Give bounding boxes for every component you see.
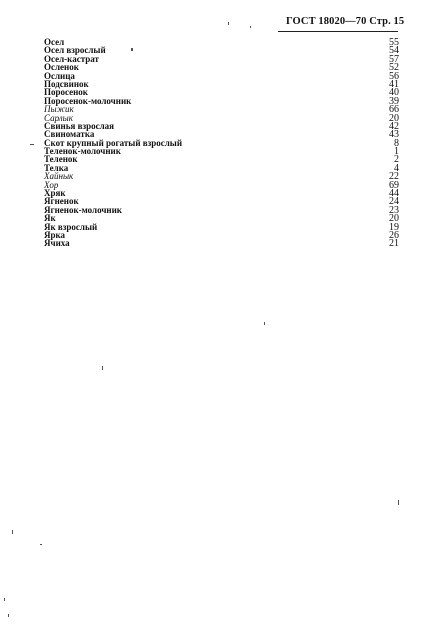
term-name: Поросенок [44, 87, 88, 98]
term-name: Подсвинок [44, 78, 89, 89]
term-row [44, 72, 399, 80]
scan-speck [264, 322, 265, 325]
term-name: Хряк [44, 188, 66, 199]
term-name: Теленок [44, 154, 78, 165]
term-row [44, 231, 399, 239]
term-row [44, 104, 399, 116]
term-name: Ягненок-молочник [44, 204, 122, 215]
term-number: 66 [389, 104, 399, 116]
term-row [44, 55, 399, 63]
term-name: Свиноматка [44, 129, 95, 140]
term-number: 4 [394, 162, 399, 174]
term-name: Ярка [44, 229, 66, 240]
term-number: 40 [389, 87, 399, 99]
term-row [44, 188, 399, 200]
term-number: 41 [389, 78, 399, 90]
term-name: Як взрослый [44, 221, 98, 232]
term-number: 20 [389, 213, 399, 225]
term-name: Осел взрослый [44, 45, 106, 56]
term-number: 39 [389, 95, 399, 107]
term-name: Хайнык [44, 171, 74, 182]
term-row [44, 122, 399, 130]
scan-speck [250, 26, 251, 28]
term-name: Скот крупный рогатый взрослый [44, 137, 183, 148]
term-row [44, 206, 399, 214]
term-number: 24 [389, 196, 399, 208]
term-number: 43 [389, 129, 399, 141]
term-name: Осел-кастрат [44, 53, 99, 64]
scan-speck [4, 598, 5, 601]
term-number: 55 [389, 37, 399, 48]
term-number: 44 [389, 188, 399, 200]
term-row [44, 80, 399, 88]
term-row [44, 146, 399, 158]
term-number: 26 [389, 229, 399, 241]
term-name: Поросенок-молочник [44, 95, 132, 106]
scan-speck [102, 366, 103, 370]
scan-speck [12, 530, 13, 534]
page-header: ГОСТ 18020—70 Стр. 15 [286, 16, 405, 27]
term-name: Телка [44, 162, 69, 173]
scan-speck [40, 544, 42, 545]
scan-speck [398, 500, 399, 505]
term-number: 52 [389, 62, 399, 74]
term-number: 56 [389, 70, 399, 82]
term-number: 21 [389, 238, 399, 250]
term-name: Хор [44, 179, 59, 190]
scan-speck [30, 144, 34, 145]
scan-speck [228, 22, 229, 25]
term-number: 8 [394, 137, 399, 149]
term-row [44, 213, 399, 225]
term-number: 22 [389, 171, 399, 183]
term-number: 54 [389, 45, 399, 57]
term-row [44, 62, 399, 74]
scan-speck [131, 48, 133, 51]
term-name: Теленок-молочник [44, 146, 121, 157]
term-name: Свинья взрослая [44, 120, 115, 131]
term-number: 1 [394, 146, 399, 158]
term-number: 69 [389, 179, 399, 191]
term-number: 57 [389, 53, 399, 65]
term-number: 19 [389, 221, 399, 233]
term-name: Осленок [44, 62, 79, 73]
header-rule [278, 31, 398, 32]
term-number: 42 [389, 120, 399, 132]
term-name: Осел [44, 37, 65, 47]
term-row [44, 171, 399, 183]
term-name: Як [44, 213, 56, 224]
term-name: Сарлык [44, 112, 73, 123]
term-number: 23 [389, 204, 399, 216]
term-name: Пыжик [44, 104, 74, 115]
term-name: Ослица [44, 70, 75, 81]
term-name: Ячиха [44, 238, 70, 249]
term-row [44, 181, 399, 189]
term-number: 20 [389, 112, 399, 124]
term-row [44, 164, 399, 172]
term-list [44, 38, 399, 248]
term-row [44, 97, 399, 105]
term-row [44, 154, 399, 166]
term-row [44, 238, 399, 250]
term-number: 2 [394, 154, 399, 166]
scan-speck [8, 614, 9, 617]
term-name: Ягненок [44, 196, 79, 207]
term-row [44, 223, 399, 231]
